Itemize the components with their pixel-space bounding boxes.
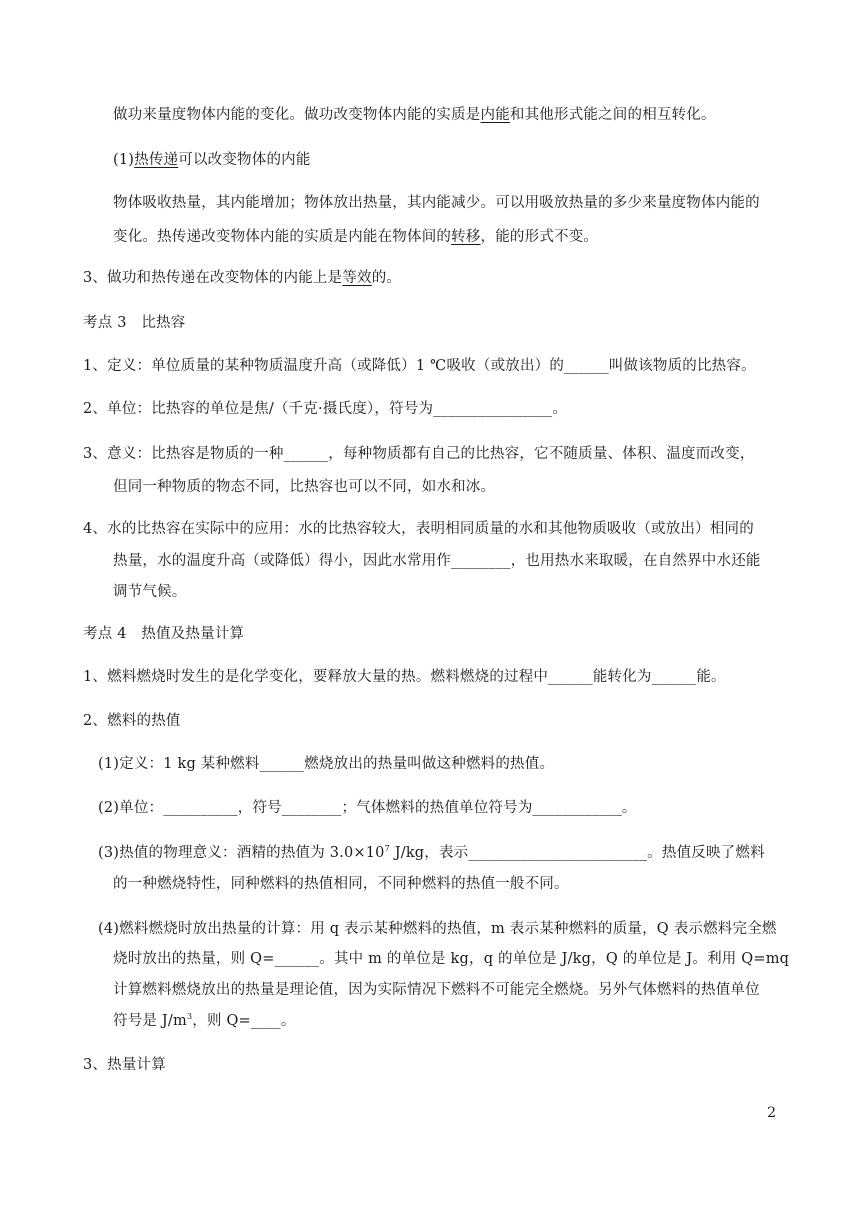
sub-item [98, 843, 765, 863]
paragraph-line: 计算燃料燃烧放出的热量是理论值，因为实际情况下燃料不可能完全燃烧。另外气体燃料的热值单位 [113, 982, 760, 998]
exponent: 7 [384, 844, 390, 854]
list-item: 1、定义：单位质量的某种物质温度升高（或降低）1 ℃吸收（或放出）的______叫做该物质的比热容。 [83, 358, 756, 374]
text: 做功来量度物体内能的变化。做功改变物体内能的实质是 [113, 107, 481, 123]
underlined-term: 等效 [342, 270, 372, 286]
list-item: 4、水的比热容在实际中的应用：水的比热容较大，表明相同质量的水和其他物质吸收（或放出）相同的 [83, 521, 754, 537]
text: 变化。热传递改变物体内能的实质是内能在物体间的 [113, 229, 452, 245]
list-item: 3、热量计算 [83, 1057, 166, 1073]
text: (1) [113, 152, 135, 168]
paragraph-line [113, 227, 598, 247]
text: 3、做功和热传递在改变物体的内能上是 [83, 270, 343, 286]
text: 的。 [371, 270, 402, 286]
paragraph-line: 烧时放出的热量，则 Q=______。其中 m 的单位是 kg，q 的单位是 J/kg，Q 的单位是 J。利用 Q=mq [113, 951, 790, 967]
paragraph-line [113, 1011, 295, 1031]
underlined-term: 热传递 [134, 152, 179, 168]
paragraph-line: 热量，水的温度升高（或降低）得小，因此水常用作________，也用热水来取暖，在自然界中水还能 [113, 553, 761, 569]
sub-heading [113, 150, 311, 170]
paragraph-line [113, 105, 716, 125]
text: J/kg，表示________________________。热值反映了燃料 [389, 845, 765, 861]
sub-item: (4)燃料燃烧时放出热量的计算：用 q 表示某种燃料的热值，m 表示某种燃料的质量，Q 表示燃料完全燃 [98, 921, 777, 937]
paragraph-line: 物体吸收热量，其内能增加；物体放出热量，其内能减少。可以用吸放热量的多少来量度物体内能的 [113, 195, 760, 211]
exponent: 3 [186, 1012, 193, 1022]
text: 和其他形式能之间的相互转化。 [509, 107, 716, 123]
section-heading: 考点 4 热值及热量计算 [83, 626, 245, 642]
paragraph-line: 调节气候。 [113, 584, 187, 600]
sub-item: (1)定义：1 kg 某种燃料______燃烧放出的热量叫做这种燃料的热值。 [98, 756, 555, 772]
text: ，则 Q=____。 [192, 1013, 296, 1029]
list-item: 3、意义：比热容是物质的一种______，每种物质都有自己的比热容，它不随质量、体积、温度而改变， [83, 446, 755, 462]
section-heading: 考点 3 比热容 [83, 315, 186, 331]
page-number: 2 [767, 1105, 776, 1121]
underlined-term: 转移 [451, 229, 481, 245]
sub-item: (2)单位：__________，符号________；气体燃料的热值单位符号为____________。 [98, 800, 637, 816]
list-item [83, 268, 401, 288]
list-item: 2、单位：比热容的单位是焦/（千克·摄氏度），符号为________________。 [83, 401, 568, 417]
underlined-term: 内能 [480, 107, 510, 123]
paragraph-line: 的一种燃烧特性，同种燃料的热值相同，不同种燃料的热值一般不同。 [113, 876, 569, 892]
paragraph-line: 但同一种物质的物态不同，比热容也可以不同，如水和冰。 [113, 479, 496, 495]
text: ，能的形式不变。 [480, 229, 599, 245]
list-item: 2、燃料的热值 [83, 713, 181, 729]
text: 可以改变物体的内能 [178, 152, 311, 168]
text: 符号是 J/m [113, 1013, 187, 1029]
text: (3)热值的物理意义：酒精的热值为 3.0×10 [98, 845, 385, 861]
list-item: 1、燃料燃烧时发生的是化学变化，要释放大量的热。燃料燃烧的过程中______能转化为______能。 [83, 669, 726, 685]
